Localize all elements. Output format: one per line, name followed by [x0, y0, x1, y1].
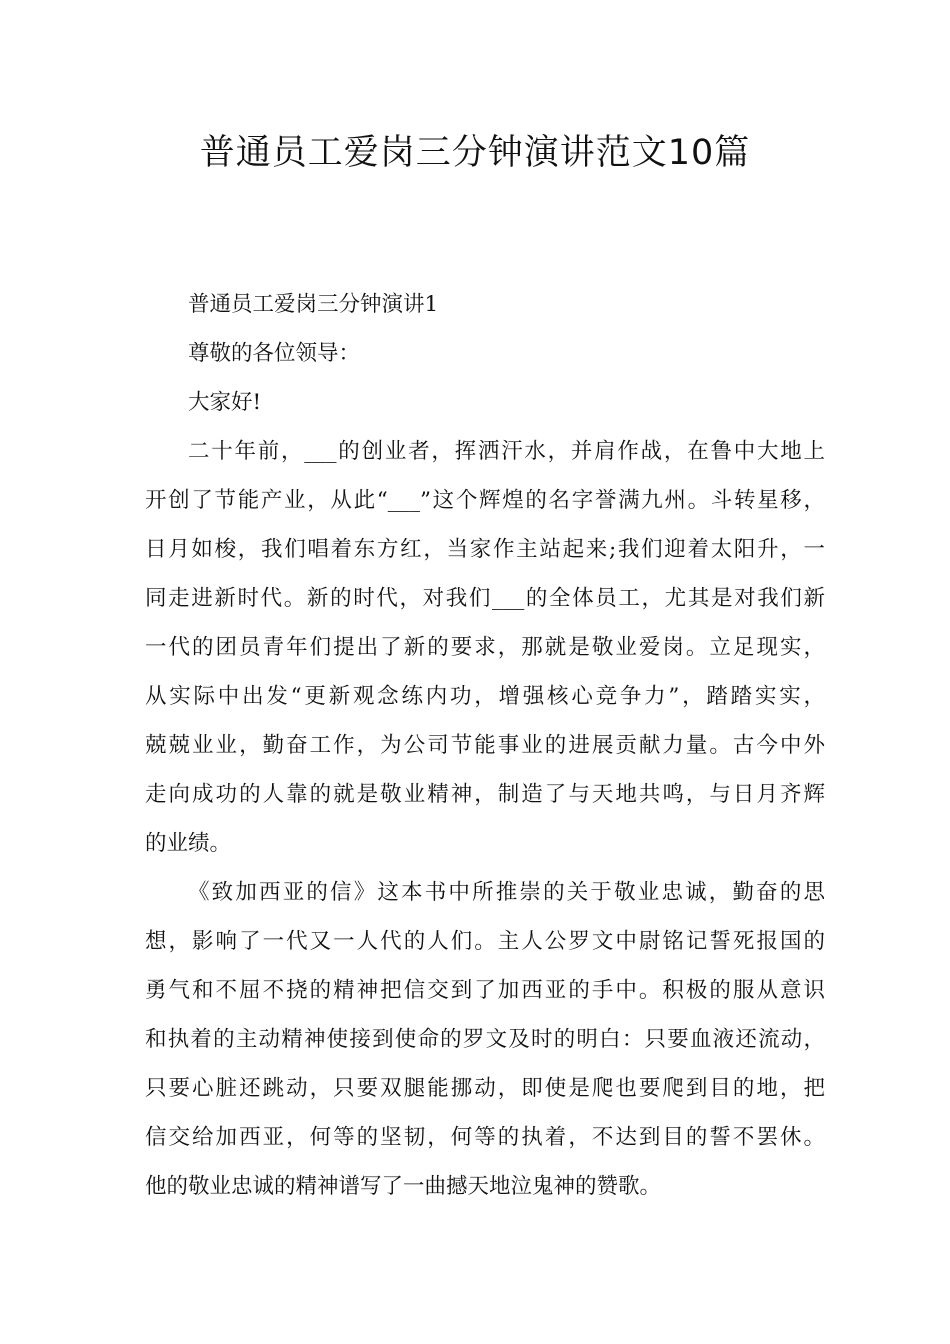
- paragraph-line: 开创了节能产业，从此“___”这个辉煌的名字誉满九州。斗转星移，: [145, 488, 825, 513]
- section-heading: 普通员工爱岗三分钟演讲1: [188, 292, 439, 317]
- paragraph-line: 只要心脏还跳动，只要双腿能挪动，即使是爬也要爬到目的地，把: [145, 1076, 825, 1101]
- paragraph-line: 同走进新时代。新的时代，对我们___的全体员工，尤其是对我们新: [145, 586, 825, 611]
- paragraph-line: 兢兢业业，勤奋工作，为公司节能事业的进展贡献力量。古今中外: [145, 733, 825, 758]
- paragraph-line: 《致加西亚的信》这本书中所推崇的关于敬业忠诚，勤奋的思: [188, 880, 825, 905]
- paragraph-line: 的业绩。: [145, 831, 232, 856]
- paragraph-2: [145, 868, 825, 1211]
- paragraph-line: 从实际中出发“更新观念练内功，增强核心竞争力”，踏踏实实，: [145, 684, 825, 709]
- paragraph-line: 走向成功的人靠的就是敬业精神，制造了与天地共鸣，与日月齐辉: [145, 782, 825, 807]
- paragraph-line: 信交给加西亚，何等的坚韧，何等的执着，不达到目的誓不罢休。: [145, 1125, 825, 1150]
- paragraph-line: 勇气和不屈不挠的精神把信交到了加西亚的手中。积极的服从意识: [145, 978, 825, 1003]
- paragraph-line: 二十年前，___的创业者，挥洒汗水，并肩作战，在鲁中大地上: [188, 439, 825, 464]
- document-body: [145, 280, 825, 1211]
- paragraph-line: 他的敬业忠诚的精神谱写了一曲撼天地泣鬼神的赞歌。: [145, 1174, 662, 1199]
- paragraph-line: 和执着的主动精神使接到使命的罗文及时的明白：只要血液还流动，: [145, 1027, 825, 1052]
- paragraph-line: 一代的团员青年们提出了新的要求，那就是敬业爱岗。立足现实，: [145, 635, 825, 660]
- paragraph-1: [145, 427, 825, 868]
- greeting: 大家好!: [188, 390, 262, 415]
- document-title: 普通员工爱岗三分钟演讲范文10篇: [199, 133, 751, 173]
- paragraph-line: 日月如梭，我们唱着东方红，当家作主站起来;我们迎着太阳升，一: [145, 537, 825, 562]
- paragraph-line: 想，影响了一代又一人代的人们。主人公罗文中尉铭记誓死报国的: [145, 929, 825, 954]
- salutation: 尊敬的各位领导：: [188, 341, 361, 366]
